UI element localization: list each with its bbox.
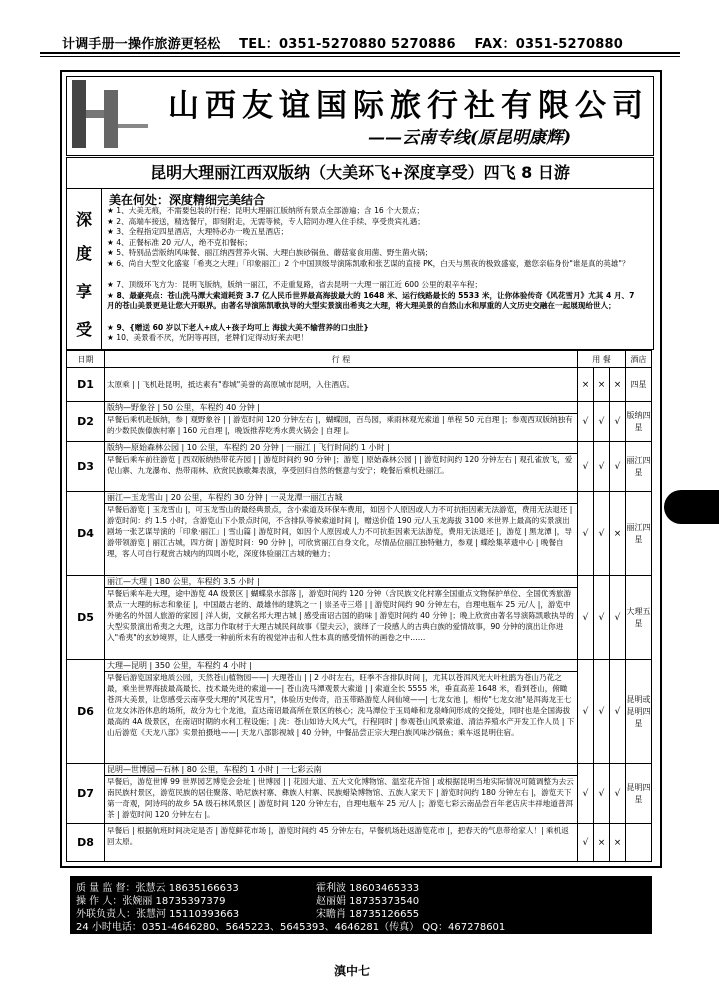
day-label: D2 <box>67 402 105 442</box>
tour-title: 昆明大理丽江西双版纳（大美环飞+深度享受）四飞 8 日游 <box>66 157 654 189</box>
day-route: 大理—昆明 | 350 公里，车程约 4 小时 | <box>105 660 577 672</box>
table-row <box>67 402 652 442</box>
table-row <box>67 576 652 660</box>
top-header-bar <box>62 33 637 52</box>
feature-item: ★ 7、顶级环飞方为：昆明飞版纳，版纳一丽江，不走重复路，省去昆明一大理一丽江近 600 公里的艰辛车程； <box>107 280 637 291</box>
day-label: D1 <box>67 368 105 402</box>
meal-dinner: × <box>610 824 626 862</box>
meal-lunch: √ <box>594 660 610 764</box>
meal-lunch: √ <box>594 764 610 824</box>
meal-breakfast: √ <box>578 402 594 442</box>
day-text: 早餐后乘车前往游览 | 西双版纳热带花卉园 | | 游览时间约 90 分钟 |；游览 | 原始森林公园 | | 游览时间约 120 分钟左右 | 观孔雀放飞，爱伲山寨、九龙瀑布、热带雨林、欣赏民族歌舞表演，享受回归自然的惬意与安宁；晚餐后乘机赴丽江。 <box>107 455 573 476</box>
side-char: 受 <box>76 320 93 339</box>
header-day: 日期 <box>67 351 105 368</box>
day-text: 早餐后乘机赴版纳，参 | 观野象谷 | | 游览时间 120 分钟左右 |，蝴蝶园，百鸟园，乘雨林观光索道 | 单程 50 元自理 |；参观西双版纳独有的少数民族傣族村寨 | 160 元自理 |，晚饭推荐吃秀水黄火锅会 | 自理 |。 <box>107 415 573 436</box>
feature-item: ★ 6、尚自大型文化盛宴「希夷之大理」「印象丽江」2 个中国顶级导演陈凯歌和张艺谋的直接 PK，白天与黑夜的极致盛宴，邀您亲临身份"谁是真的英雄"？ <box>107 259 637 280</box>
tel: TEL：0351-5270880 5270886 <box>239 37 456 52</box>
feature-item: ★ 5、特别品尝版纳风味餐、丽江纳西营养火锅、大理白族砂锅鱼、蘑菇宴食用菌、野生菌火锅； <box>107 248 637 259</box>
contact-liaison: 外联负责人：张慧河 15110393663 <box>76 909 240 920</box>
table-row <box>67 660 652 764</box>
hotel: 大理五星 <box>626 576 652 660</box>
meal-dinner: × <box>610 492 626 576</box>
day-route: 版纳—原始森林公园 | 10 公里，车程约 20 分钟 | 一丽江 | 飞行时间约 1 小时 | <box>105 442 577 454</box>
feature-item: ★ 8、最豪亮点：苍山洗马潭大索道耗资 3.7 亿人民币世界最高海拔最大的 1648 米、运行线路最长的 5533 米，让你体验传奇《风花雪月》尤其 4 月、7 月的苍山美景更是让您大开眼界。由著名导演陈凯歌执导的大型实景演出希夷之大理，将大理美景的自然山水和厚重的人文历史交融在一起展现给世人； <box>107 291 637 323</box>
meal-dinner: √ <box>610 402 626 442</box>
meal-lunch: × <box>594 824 610 862</box>
day-label: D3 <box>67 442 105 492</box>
day-label: D4 <box>67 492 105 576</box>
day-text: 早餐后乘车赴大理，途中游览 4A 级景区 | 蝴蝶泉水部落 |，游览时间约 120 分钟（含民族文化村寨全国重点文物保护单位、全国优秀旅游景点一大理的标志和象征 |，中国最古老的、最雄伟的建筑之一 | 崇圣寺三塔 | | 游览时间约 90 分钟左右，自理电瓶车 25 元/人 |，游览中外驰名的外国人旅游的家园 | 洋人街，文献名邦大理古城 | 感受南诏古国的韵味 | 游览时间约 40 分钟 |；晚上欣赏由著名导演陈凯歌执导的大型实景演出希夷之大理，这部力作取材于大理古城民间故事《望夫云》，演绎了一段感人的古典白族的爱情故事，90 分钟的演出让你进入"希夷"的玄妙境界，让人感受一种前所未有的视觉冲击和人性本真的感受情怀的画卷之中…… <box>107 589 574 643</box>
day-route: 版纳—野象谷 | 50 公里，车程约 40 分钟 | <box>105 402 577 414</box>
side-char: 度 <box>76 244 93 263</box>
day-label: D8 <box>67 824 105 862</box>
meal-dinner: √ <box>610 576 626 660</box>
table-row <box>67 442 652 492</box>
contact-person: 赵丽娟 18735373540 <box>316 896 420 907</box>
meal-lunch: √ <box>594 442 610 492</box>
header-route: 行 程 <box>105 351 578 368</box>
feature-item: ★ 3、全程指定四星酒店，大理特必办一晚五星酒店； <box>107 227 637 238</box>
day-route: 丽江—玉龙雪山 | 20 公里，车程约 30 分钟 | 一灵龙潭一丽江古城 <box>105 492 577 504</box>
day-text: 早餐后游览国家地质公园，天然苍山植物园——| 大理苍山 | | 2 小时左右，旺季不含排队时间 |，尤其以苍洱风光大叶杜鹃为苍山乃花之最，乘坐世界海拔最高最长、技术最先进的索道——| 苍山洗马潭观景大索道 | | 索道全长 5555 米，垂直高差 1648 米，看到苍山，俯瞰苍洱大美景，让您感受云南享受大理的"风花雪月"，体验历史传奇，沿玉带路游览人间仙境——| 七龙女池 |，相传"七龙女池"是洱海龙王七位龙女沐浴休息的场所，故分为七个龙池，直达南诏最高所在景区的核心；洗马潭位于玉局峰和龙泉峰间形成的交接处，同时也是全国海拔最高的 4A 级景区，在南诏时期的水利工程设施；| 洗：苍山如诗大风大气，行程同时 | 参观苍山风景索道、清洁养殖水产开发工作人员 | 下山后游览《天龙八部》实景拍摄地——| 天龙八部影视城 | 40 分钟，中餐品尝正宗大理白族风味沙锅鱼；乘车返昆明住宿。 <box>107 673 575 738</box>
page-label: 滇中七 <box>334 964 371 978</box>
slogan: 计调手册一操作旅游更轻松 <box>62 37 221 52</box>
meal-lunch: √ <box>594 492 610 576</box>
hotel <box>626 824 652 862</box>
company-name: 山西友谊国际旅行社有限公司 <box>168 88 649 124</box>
header-hotel: 酒店 <box>626 351 652 368</box>
side-char: 享 <box>76 282 93 301</box>
hotel: 昆明或昆明四星 <box>626 660 652 764</box>
meal-breakfast: × <box>578 368 594 402</box>
feature-item: ★ 10、美景看不厌，光阴等再回，老牌们定得动好莱去吧！ <box>107 333 637 344</box>
day-text: 早餐后，游览世博 99 世界园艺博览会会址 | 世博园 | | 花园大道、五大文化博物馆、温室花卉馆 | 或根据昆明当地实际情况可随调整为去云南民族村景区，游览民族的居住聚落、哈尼族村寨、彝族人村寨、民族蜡染博物馆、五族人家天下 | 游览时间约 180 分钟左右 |，游览天下第一奇观，阿诗玛的故乡 5A 级石林风景区 | 游览时间 120 分钟左右，自理电瓶车 25 元/人 |；游览七彩云南品尝百年老店庆丰祥地道普洱茶 | 游览时间 120 分钟左右 |。 <box>107 777 574 820</box>
feature-list <box>107 206 637 344</box>
company-subtitle: ——云南专线(原昆明康辉) <box>368 128 572 148</box>
day-route: 昆明—世博园—石林 | 80 公里，车程约 1 小时 | 一七彩云南 <box>105 764 577 776</box>
day-label: D6 <box>67 660 105 764</box>
meal-dinner: √ <box>610 442 626 492</box>
meal-breakfast: √ <box>578 764 594 824</box>
hotel: 版纳四星 <box>626 402 652 442</box>
hotel: 丽江四星 <box>626 442 652 492</box>
day-text: 太原乘 | | 飞机赴昆明，抵达素有"春城"美誉的高原城市昆明，入住酒店。 <box>107 380 355 389</box>
company-logo <box>72 80 150 150</box>
header-meal: 用 餐 <box>578 351 626 368</box>
day-label: D5 <box>67 576 105 660</box>
divider <box>40 56 680 57</box>
meal-breakfast: √ <box>578 824 594 862</box>
meal-lunch: √ <box>594 402 610 442</box>
table-header-row <box>67 351 652 368</box>
day-text: 早餐后游览 | 玉龙雪山 |，可玉龙雪山的最经典景点，含小索道及环保车费用，如因个人原因或人力不可抗拒因素无法游览，费用无法退还 | 游览时间：约 1.5 小时，含游览山下小景点时间，不含排队等候索道时间 |，赠送价值 190 元/人玉龙海拔 3100 米世界上最高的实景演出剧场一张艺谋导演的「印象·丽江」| 雪山篇 | 游览时间，如因个人原因或人力不可抗拒因素无法游览，费用无法退还 |，游览 | 黑龙潭 |，导游带领游览 | 丽江古城，四方街 | 游览时间：90 分钟 |，可欣赏丽江自身文化，尽情品位丽江独特魅力，参观 | 蝶绘集萃遗中心 | 晚餐自理，客人可自行观赏古城内的四周小吃，深度体验丽江古城的魅力； <box>107 505 573 559</box>
table-row <box>67 764 652 824</box>
side-char: 深 <box>76 210 93 229</box>
meal-dinner: √ <box>610 660 626 764</box>
contact-supervisor: 质 量 监 督：张慧云 18635166633 <box>76 883 239 894</box>
meal-breakfast: √ <box>578 442 594 492</box>
contact-person: 宋瞻肖 18735126655 <box>316 909 420 920</box>
feature-item: ★ 2、高端车接送，精选餐厅，即刻附走，无需等候，专人陪同办理入住手续、享受贵宾礼遇； <box>107 217 637 228</box>
meal-lunch: × <box>594 368 610 402</box>
hotel: 四星 <box>626 368 652 402</box>
day-text: 早餐后 | 根据航班时间决定是否 | 游览鲜花市场 |，游览时间约 45 分钟左右，早餐机场赴返游览花市 |，把春天的气息带给家人！| 乘机返回太原。 <box>107 826 569 847</box>
day-label: D7 <box>67 764 105 824</box>
hotel: 昆明四星 <box>626 764 652 824</box>
meal-breakfast: √ <box>578 660 594 764</box>
meal-dinner: √ <box>610 764 626 824</box>
feature-title: 美在何处：深度精细完美结合 <box>109 193 266 207</box>
table-row <box>67 824 652 862</box>
table-row <box>67 492 652 576</box>
hotel: 丽江四星 <box>626 492 652 576</box>
meal-breakfast: √ <box>578 492 594 576</box>
feature-side-label <box>67 189 102 349</box>
feature-item: ★ 1、大美无痕，不需要包装的行程；昆明大理丽江版纳所有景点全部游遍；含 16 个大景点； <box>107 206 637 217</box>
meal-lunch: √ <box>594 576 610 660</box>
page-edge-tab <box>664 490 719 524</box>
contact-person: 霍利波 18603465333 <box>316 883 420 894</box>
contact-panel <box>70 876 652 934</box>
contact-operator: 操 作 人：张婉丽 18735397379 <box>76 896 226 907</box>
table-row <box>67 368 652 402</box>
meal-breakfast: √ <box>578 576 594 660</box>
fax: FAX：0351-5270880 <box>474 37 624 52</box>
feature-section <box>66 188 654 350</box>
day-route: 丽江—大理 | 180 公里，车程约 3.5 小时 | <box>105 576 577 588</box>
feature-item: ★ 9、{赠送 60 岁以下老人+成人+孩子均可上 海拔大美不输营养的口虫肚} <box>107 323 637 334</box>
itinerary-table <box>66 350 652 862</box>
contact-hotline: 24 小时电话：0351-4646280、5645223、5645393、4646281（传真） QQ：467278601 <box>76 922 506 933</box>
divider <box>40 52 680 54</box>
feature-item: ★ 4、正餐标准 20 元/人，绝不克扣餐标； <box>107 238 637 249</box>
meal-dinner: × <box>610 368 626 402</box>
